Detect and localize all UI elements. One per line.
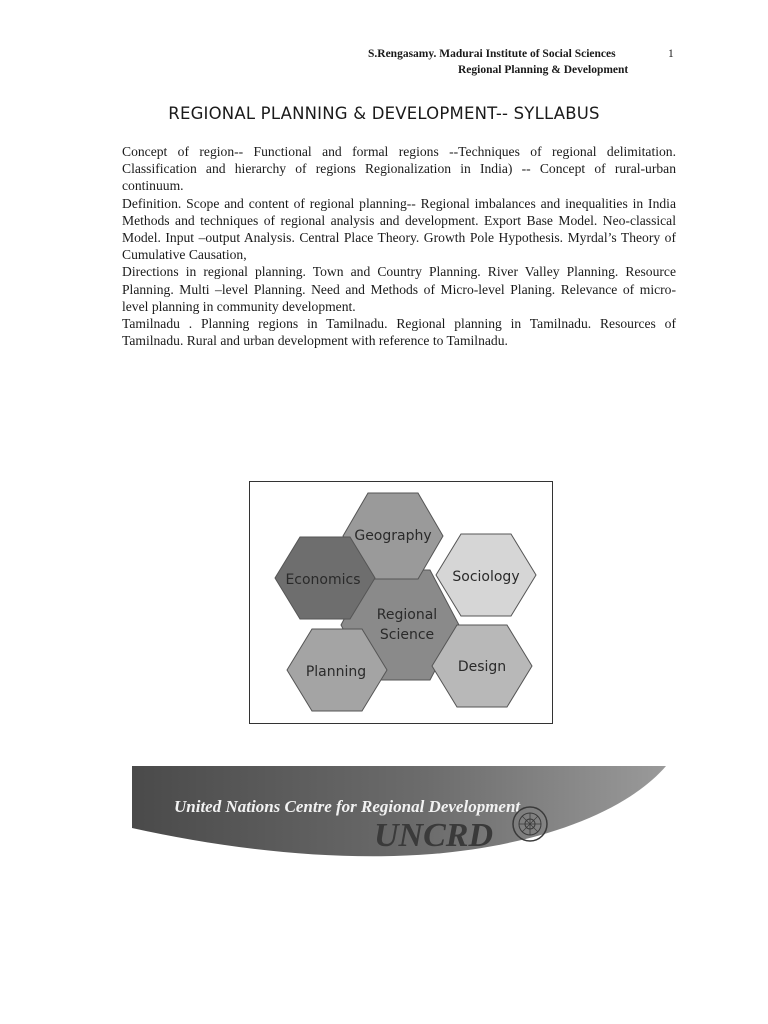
label-geography: Geography bbox=[354, 528, 432, 544]
author-line: S.Rengasamy. Madurai Institute of Social Sciences bbox=[368, 48, 616, 60]
banner-graphic bbox=[132, 766, 666, 878]
regional-science-diagram bbox=[249, 481, 553, 724]
syllabus-paragraph: Directions in regional planning. Town and Country Planning. River Valley Planning. Resource Planning. Multi –level Planning. Need and Methods of Micro-level Planing. Relevance of micro-level planning in community development. bbox=[122, 264, 676, 314]
syllabus-paragraph: Concept of region-- Functional and formal regions --Techniques of regional delimitation. Classification and hierarchy of regions Regionalization in India) -- Concept of rural-urban continuum. bbox=[122, 144, 676, 194]
label-sociology: Sociology bbox=[452, 569, 520, 585]
label-center-line1: Regional bbox=[376, 607, 438, 623]
label-center-line2: Science bbox=[379, 627, 435, 643]
label-economics: Economics bbox=[285, 572, 361, 588]
hexagon-diagram bbox=[250, 482, 552, 723]
uncrd-banner bbox=[132, 766, 666, 878]
course-line: Regional Planning & Development bbox=[458, 64, 629, 76]
label-planning: Planning bbox=[305, 664, 367, 680]
syllabus-body bbox=[122, 143, 676, 349]
banner-acronym: UNCRD bbox=[374, 817, 494, 854]
page-number: 1 bbox=[668, 48, 674, 60]
syllabus-paragraph: Definition. Scope and content of regional planning-- Regional imbalances and inequalities in India Methods and techniques of regional analysis and development. Export Base Model. Neo-classical Model. Input –output Analysis. Central Place Theory. Growth Pole Hypothesis. Myrdal’s Theory of Cumulative Causation, bbox=[122, 195, 676, 263]
banner-org-name: United Nations Centre for Regional Development bbox=[174, 797, 521, 816]
label-design: Design bbox=[457, 659, 507, 675]
page-title: REGIONAL PLANNING & DEVELOPMENT-- SYLLABUS bbox=[168, 104, 600, 123]
syllabus-paragraph: Tamilnadu . Planning regions in Tamilnadu. Regional planning in Tamilnadu. Resources of Tamilnadu. Rural and urban development with reference to Tamilnadu. bbox=[122, 316, 676, 349]
